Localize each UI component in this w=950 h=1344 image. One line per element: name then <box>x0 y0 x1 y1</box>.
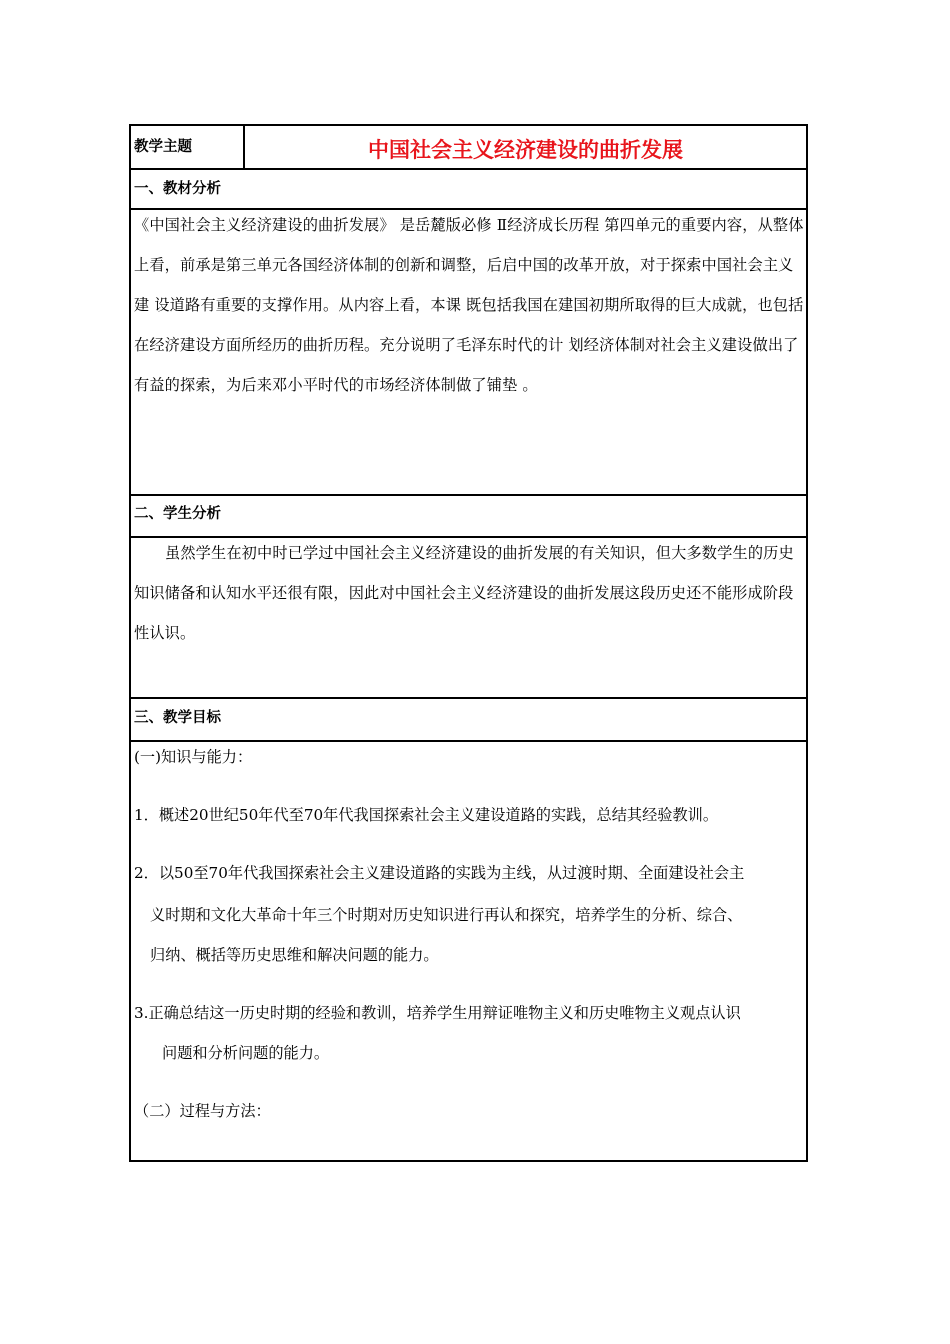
objective-subheading-knowledge: (一)知识与能力： <box>134 748 253 766</box>
divider <box>131 494 806 496</box>
section2-heading: 二、学生分析 <box>134 506 221 522</box>
divider <box>131 740 806 742</box>
objective-item-1: 1．概述20世纪50年代至70年代我国探索社会主义建设道路的实践，总结其经验教训。 <box>134 806 719 824</box>
objective-item-2-line-1: 2．以50至70年代我国探索社会主义建设道路的实践为主线，从过渡时期、全面建设社会主 <box>134 864 745 882</box>
lesson-plan-table <box>129 124 808 1162</box>
section3-heading: 三、教学目标 <box>134 710 221 726</box>
divider <box>131 168 806 170</box>
header-label: 教学主题 <box>134 139 192 155</box>
objective-item-3-line-1: 3.正确总结这一历史时期的经验和教训，培养学生用辩证唯物主义和历史唯物主义观点认识 <box>134 1004 741 1022</box>
objective-subheading-process: （二）过程与方法： <box>134 1102 271 1120</box>
divider <box>131 697 806 699</box>
objective-item-2-line-3: 归纳、概括等历史思维和解决问题的能力。 <box>150 946 439 964</box>
objective-item-2-line-2: 义时期和文化大革命十年三个时期对历史知识进行再认和探究，培养学生的分析、综合、 <box>150 906 743 924</box>
header-row <box>131 126 806 168</box>
section2-paragraph: 虽然学生在初中时已学过中国社会主义经济建设的曲折发展的有关知识，但大多数学生的历史知识储备和认知水平还很有限，因此对中国社会主义经济建设的曲折发展这段历史还不能形成阶段性认识。 <box>134 544 794 642</box>
page-title: 中国社会主义经济建设的曲折发展 <box>368 138 683 162</box>
section1-paragraph: 《中国社会主义经济建设的曲折发展》 是岳麓版必修 Ⅱ经济成长历程 第四单元的重要内容，从整体上看，前承是第三单元各国经济体制的创新和调整，后启中国的改革开放，对于探索中国社会主义建 设道路有重要的支撑作用。从内容上看，本课 既包括我国在建国初期所取得的巨大成就，也包括 在经济建设方面所经历的曲折历程。充分说明了毛泽东时代的计 划经济体制对社会主义建设做出了有益的探索，为后来邓小平时代的市场经济体制做了铺垫 。 <box>134 216 804 394</box>
objective-item-3-line-2: 问题和分析问题的能力。 <box>162 1044 330 1062</box>
section1-heading: 一、教材分析 <box>134 181 221 197</box>
